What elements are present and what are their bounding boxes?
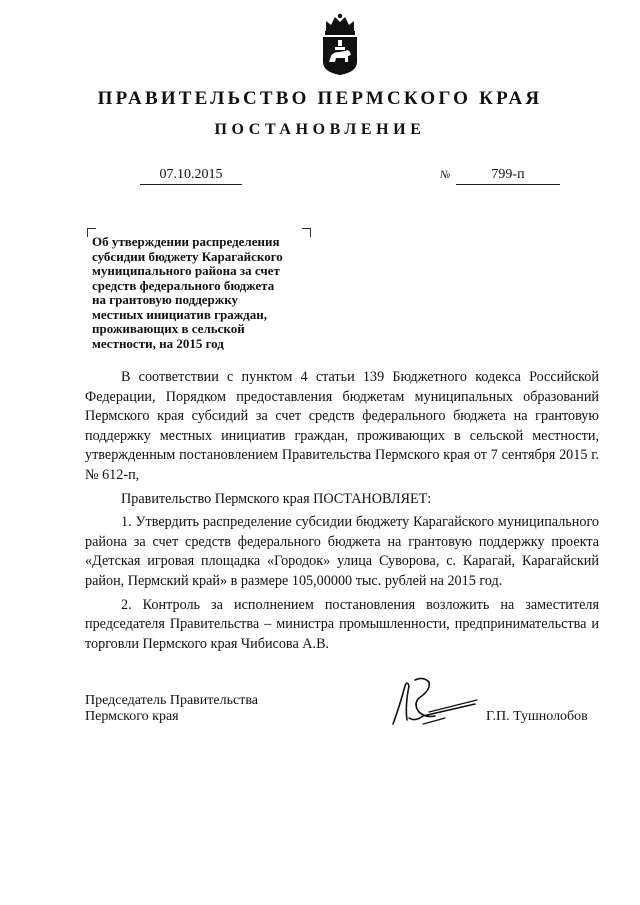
subject-line: местных инициатив граждан, [92, 306, 267, 322]
body-paragraph-item-1: 1. Утвердить распределение субсидии бюджету Карагайского муниципального района за счет средств федерального бюджета на грантовую поддержку проекта «Детская игровая площадка «Городок» улица Суворова, с. Карагай, Карагайский район, Пермский край» в размере 105,00000 тыс. рублей на 2015 год. [85, 514, 599, 589]
body-paragraph-preamble: В соответствии с пунктом 4 статьи 139 Бюджетного кодекса Российской Федерации, Порядком предоставления бюджетам муниципальных образований Пермского края субсидий за счет средств федерального бюджета на грантовую поддержку местных инициатив граждан, проживающих в сельской местности, утвержденным постановлением Правительства Пермского края от 7 сентября 2015 г. № 612-п, [85, 369, 599, 483]
subject-line: муниципального района за счет [92, 263, 280, 278]
subject-line: субсидии бюджету Карагайского [92, 248, 283, 264]
signatory-title-line: Пермского края [85, 709, 179, 724]
government-title: ПРАВИТЕЛЬСТВО ПЕРМСКОГО КРАЯ [97, 88, 543, 109]
subject-line: средств федерального бюджета [92, 277, 275, 293]
handwritten-signature [385, 672, 480, 732]
number-sign: № [440, 169, 451, 181]
body-paragraph-item-2: 2. Контроль за исполнением постановления возложить на заместителя председателя Правительства – министра промышленности, предпринимательства и торговли Пермского края Чибисова А.В. [85, 596, 599, 652]
document-type: ПОСТАНОВЛЕНИЕ [214, 121, 426, 138]
subject-line: на грантовую поддержку [92, 292, 239, 307]
subject-line: Об утверждении распределения [92, 234, 280, 249]
signatory-title-line: Председатель Правительства [85, 693, 258, 708]
document-body [85, 368, 599, 654]
document-number: 799-п [456, 167, 560, 185]
body-paragraph-resolution: Правительство Пермского края ПОСТАНОВЛЯЕТ: [121, 490, 432, 507]
signatory-title [85, 693, 258, 725]
document-subject [92, 235, 322, 351]
signatory-name: Г.П. Тушнолобов [486, 709, 588, 724]
perm-krai-coat-of-arms-icon [317, 12, 363, 76]
subject-line: местности, на 2015 год [92, 335, 224, 351]
document-date: 07.10.2015 [140, 167, 242, 185]
subject-line: проживающих в сельской [92, 321, 245, 336]
